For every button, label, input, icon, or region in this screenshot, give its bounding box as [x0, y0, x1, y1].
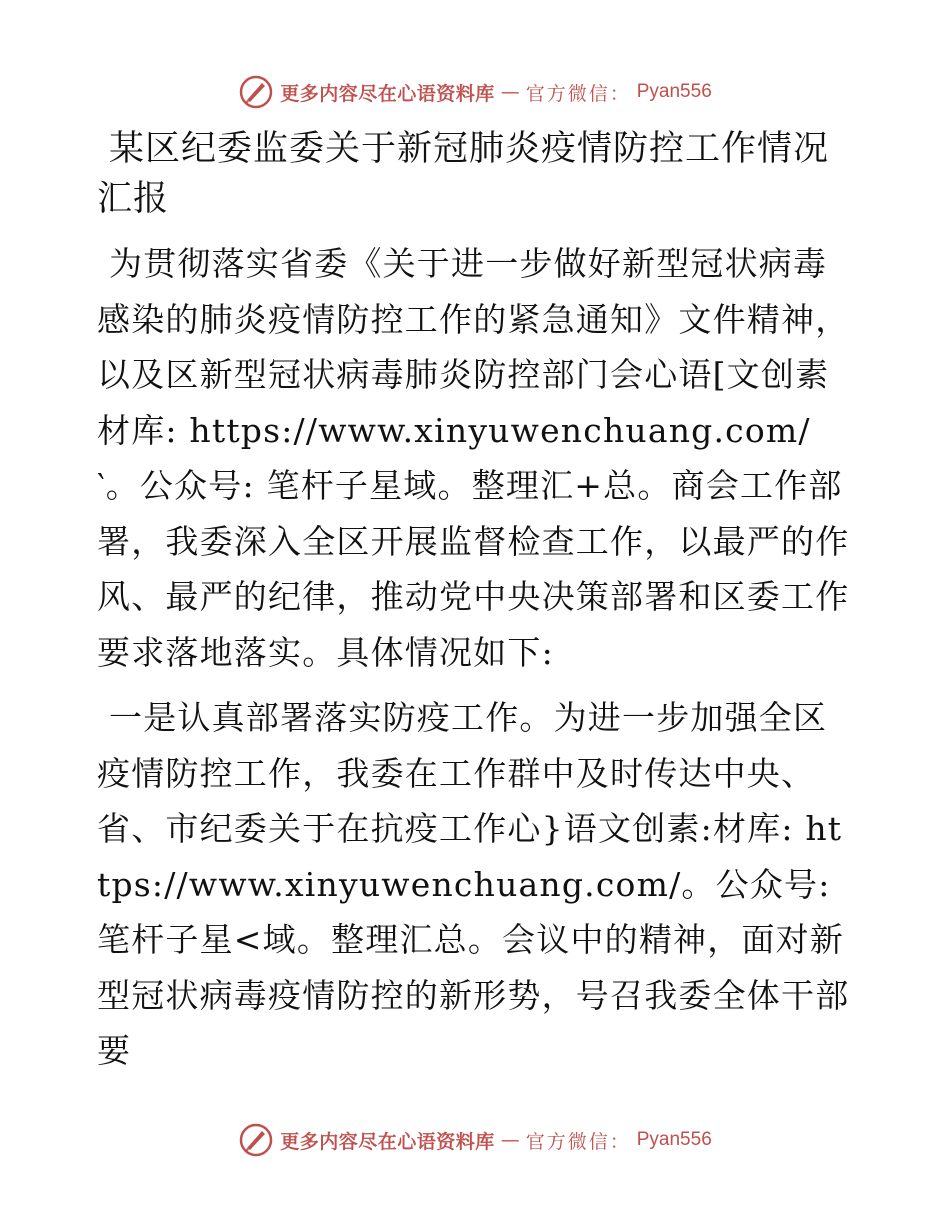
watermark-handle: Pyan556	[636, 1129, 712, 1150]
watermark-official-label: 官方微信：	[525, 1130, 631, 1153]
quill-pen-circle-icon	[238, 1122, 274, 1158]
paragraph-1: 为贯彻落实省委《关于进一步做好新型冠状病毒感染的肺炎疫情防控工作的紧急通知》文件精神，以及区新型冠状病毒肺炎防控部门会心语[文创素材库: https://www.xinyuwenchuang.com/‵。公众号: 笔杆子星域。整理汇+总。商会工作部署，我委深入全区开展监督检查工作，以最严的作风、最严的纪律，推动党中央决策部署和区委工作要求落地落实。具体情况如下:	[97, 244, 850, 672]
watermark-brand: 更多内容尽在心语资料库	[280, 82, 495, 105]
watermark-official-label: 官方微信：	[525, 82, 631, 105]
header-watermark	[0, 70, 950, 114]
watermark-separator: —	[500, 1129, 520, 1151]
document-title: 某区纪委监委关于新冠肺炎疫情防控工作情况汇报	[97, 129, 830, 219]
quill-pen-circle-icon	[238, 74, 274, 110]
watermark-handle: Pyan556	[636, 81, 712, 102]
watermark-separator: —	[500, 81, 520, 103]
document-body	[97, 124, 853, 1089]
footer-watermark	[0, 1118, 950, 1162]
paragraph-2: 一是认真部署落实防疫工作。为进一步加强全区疫情防控工作，我委在工作群中及时传达中央、省、市纪委关于在抗疫工作心}语文创素:材库: https://www.xinyuwenchuang.com/。公众号: 笔杆子星<域。整理汇总。会议中的精神，面对新型冠状病毒疫情防控的新形势，号召我委全体干部要	[97, 698, 850, 1070]
watermark-brand: 更多内容尽在心语资料库	[280, 1130, 495, 1153]
